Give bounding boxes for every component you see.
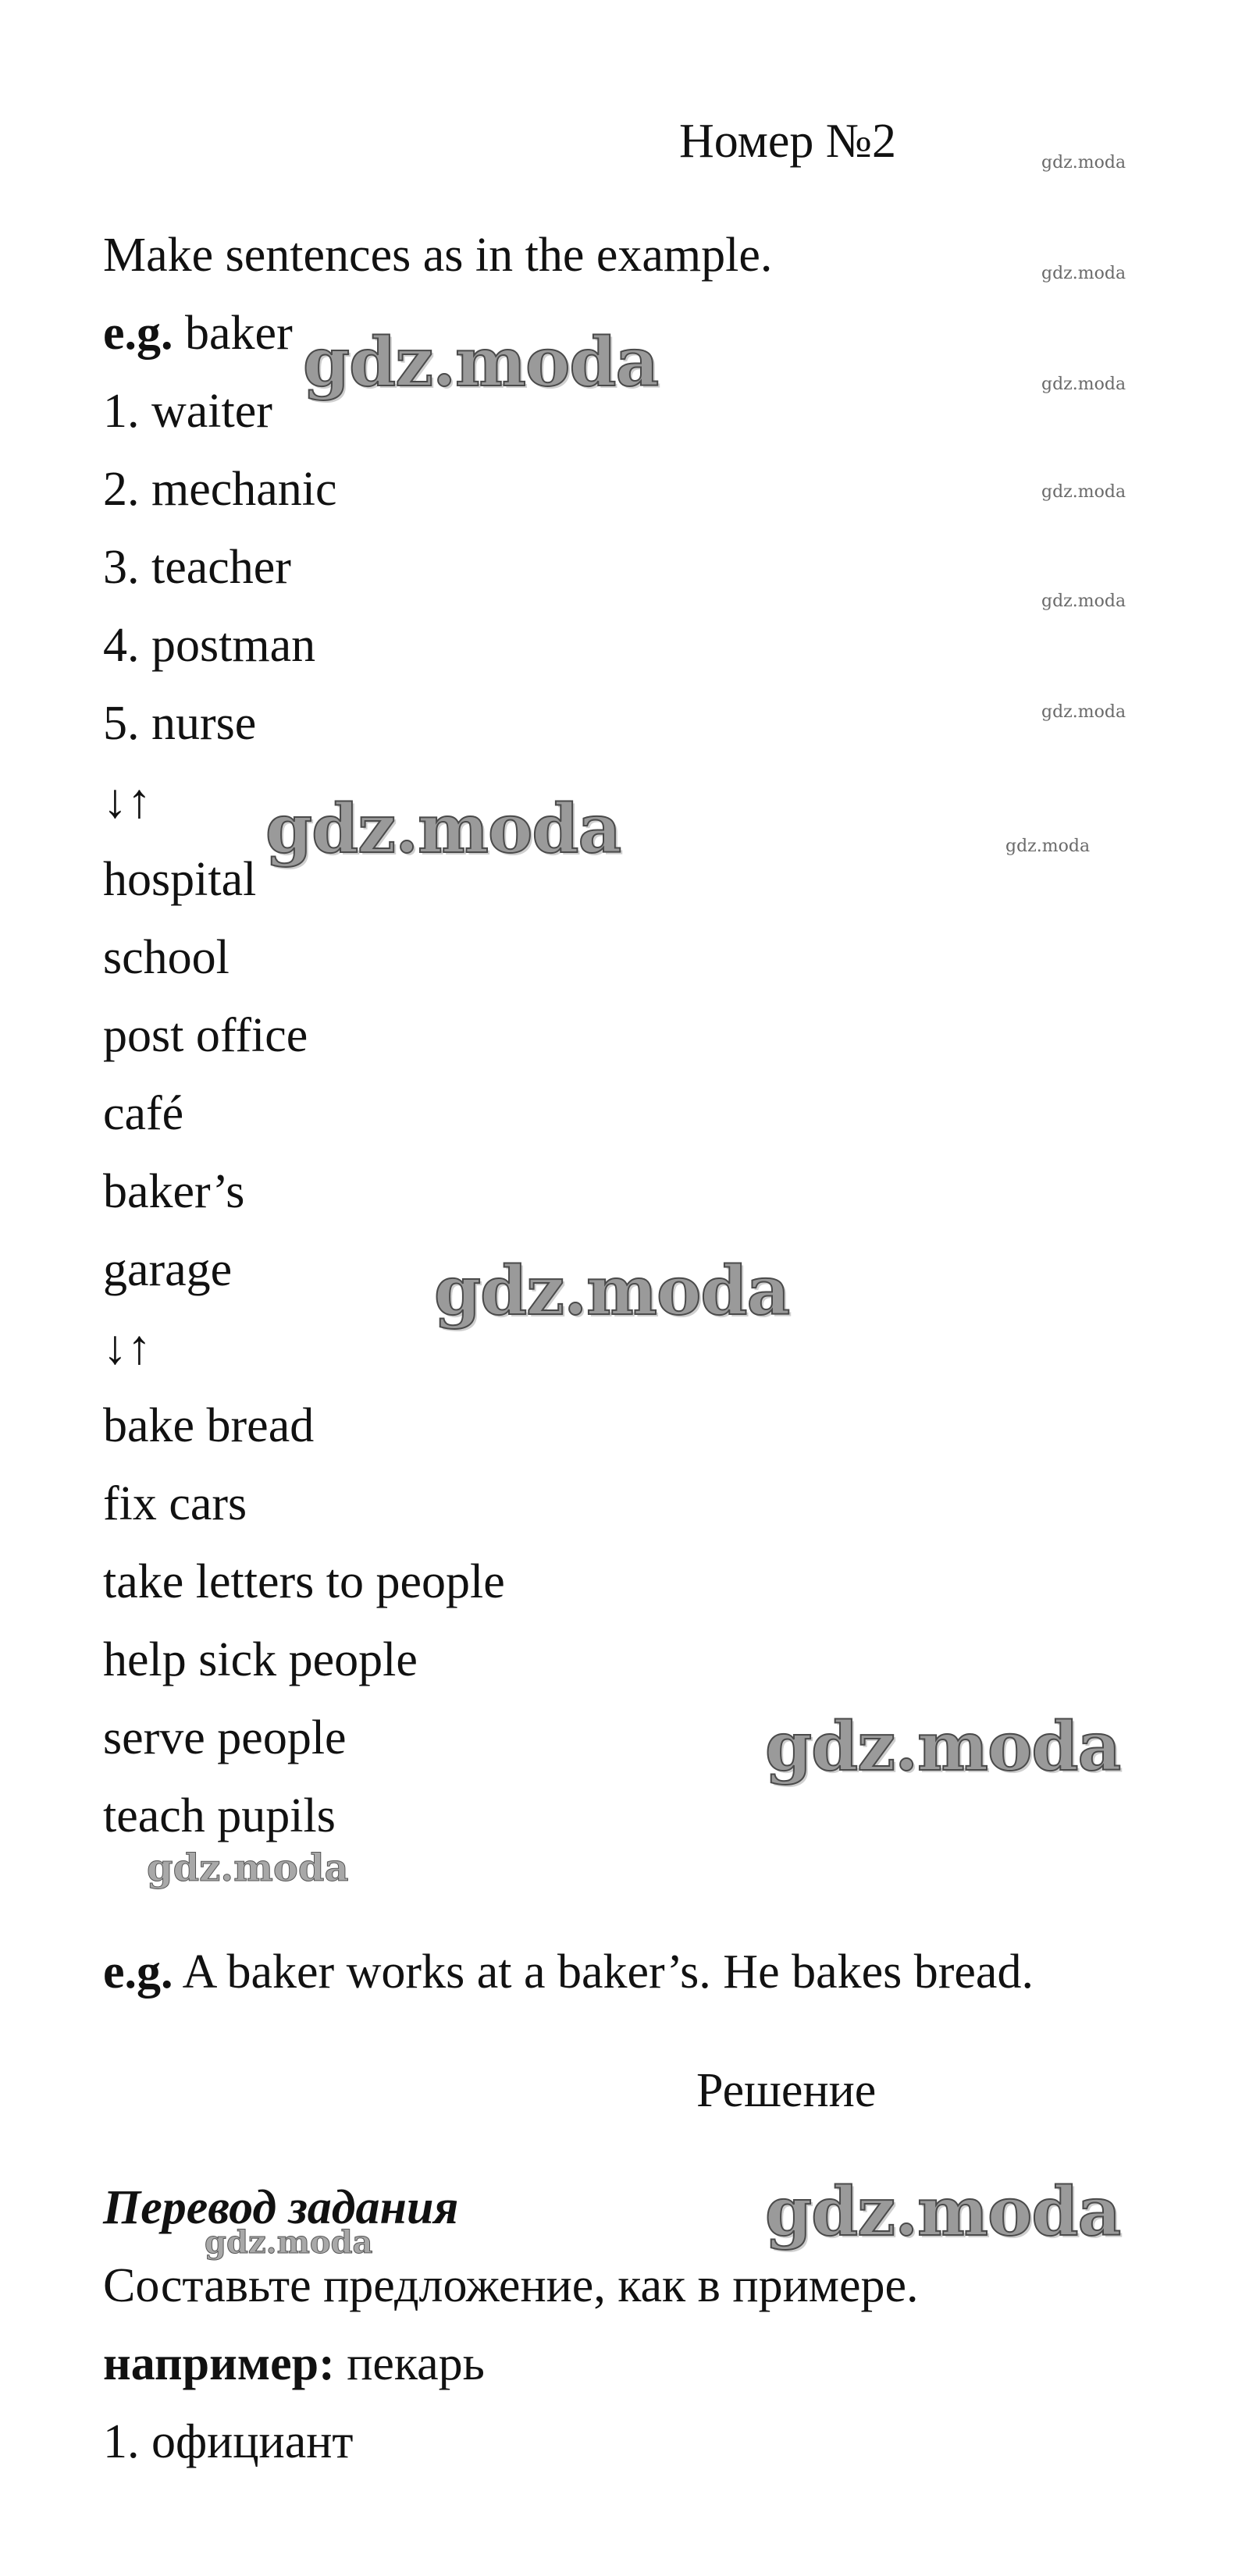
action-item: teach pupils bbox=[103, 1789, 336, 1842]
solution-title: Решение bbox=[696, 2064, 877, 2117]
place-item: baker’s bbox=[103, 1165, 245, 1218]
watermark: gdz.moda bbox=[1041, 153, 1126, 172]
task-instruction: Make sentences as in the example. bbox=[103, 229, 773, 282]
example-sentence-text: A baker works at a baker’s. He bakes bread. bbox=[182, 1945, 1034, 1999]
action-item: help sick people bbox=[103, 1633, 418, 1686]
watermark: gdz.moda bbox=[1005, 837, 1091, 856]
place-item: café bbox=[103, 1087, 184, 1140]
arrows-icon: ↓↑ bbox=[103, 1321, 151, 1374]
example-sentence bbox=[103, 1945, 1034, 1999]
translation-heading: Перевод задания bbox=[103, 2181, 459, 2234]
watermark: gdz.moda bbox=[303, 323, 659, 402]
action-item: fix cars bbox=[103, 1477, 247, 1530]
place-item: hospital bbox=[103, 853, 257, 906]
watermark: gdz.moda bbox=[765, 1707, 1121, 1786]
watermark: gdz.moda bbox=[1041, 375, 1126, 394]
place-item: garage bbox=[103, 1243, 233, 1296]
profession-item: 3. teacher bbox=[103, 541, 291, 594]
watermark: gdz.moda bbox=[147, 1846, 349, 1890]
example-word: baker bbox=[185, 307, 293, 360]
profession-item: 1. waiter bbox=[103, 385, 272, 438]
place-item: post office bbox=[103, 1009, 308, 1062]
example-line bbox=[103, 307, 293, 360]
profession-item: 4. postman bbox=[103, 619, 316, 672]
translation-example-word: пекарь bbox=[347, 2337, 485, 2390]
page-title: Номер №2 bbox=[679, 115, 897, 168]
watermark: gdz.moda bbox=[1041, 592, 1126, 611]
translation-instruction: Составьте предложение, как в примере. bbox=[103, 2259, 919, 2312]
action-item: bake bread bbox=[103, 1399, 315, 1452]
action-item: serve people bbox=[103, 1711, 347, 1764]
arrows-icon: ↓↑ bbox=[103, 775, 151, 828]
example-label: e.g. bbox=[103, 307, 173, 360]
translation-example-label: например: bbox=[103, 2337, 335, 2390]
profession-item: 5. nurse bbox=[103, 697, 257, 750]
watermark: gdz.moda bbox=[434, 1252, 790, 1331]
watermark: gdz.moda bbox=[1041, 264, 1126, 283]
watermark: gdz.moda bbox=[1041, 482, 1126, 502]
translation-example bbox=[103, 2337, 485, 2390]
translation-item: 1. официант bbox=[103, 2415, 354, 2468]
watermark: gdz.moda bbox=[205, 2224, 373, 2261]
profession-item: 2. mechanic bbox=[103, 463, 337, 516]
watermark: gdz.moda bbox=[765, 2173, 1121, 2251]
action-item: take letters to people bbox=[103, 1555, 505, 1608]
watermark: gdz.moda bbox=[1041, 702, 1126, 722]
place-item: school bbox=[103, 931, 230, 984]
watermark: gdz.moda bbox=[265, 790, 621, 869]
example-sentence-label: e.g. bbox=[103, 1945, 173, 1999]
